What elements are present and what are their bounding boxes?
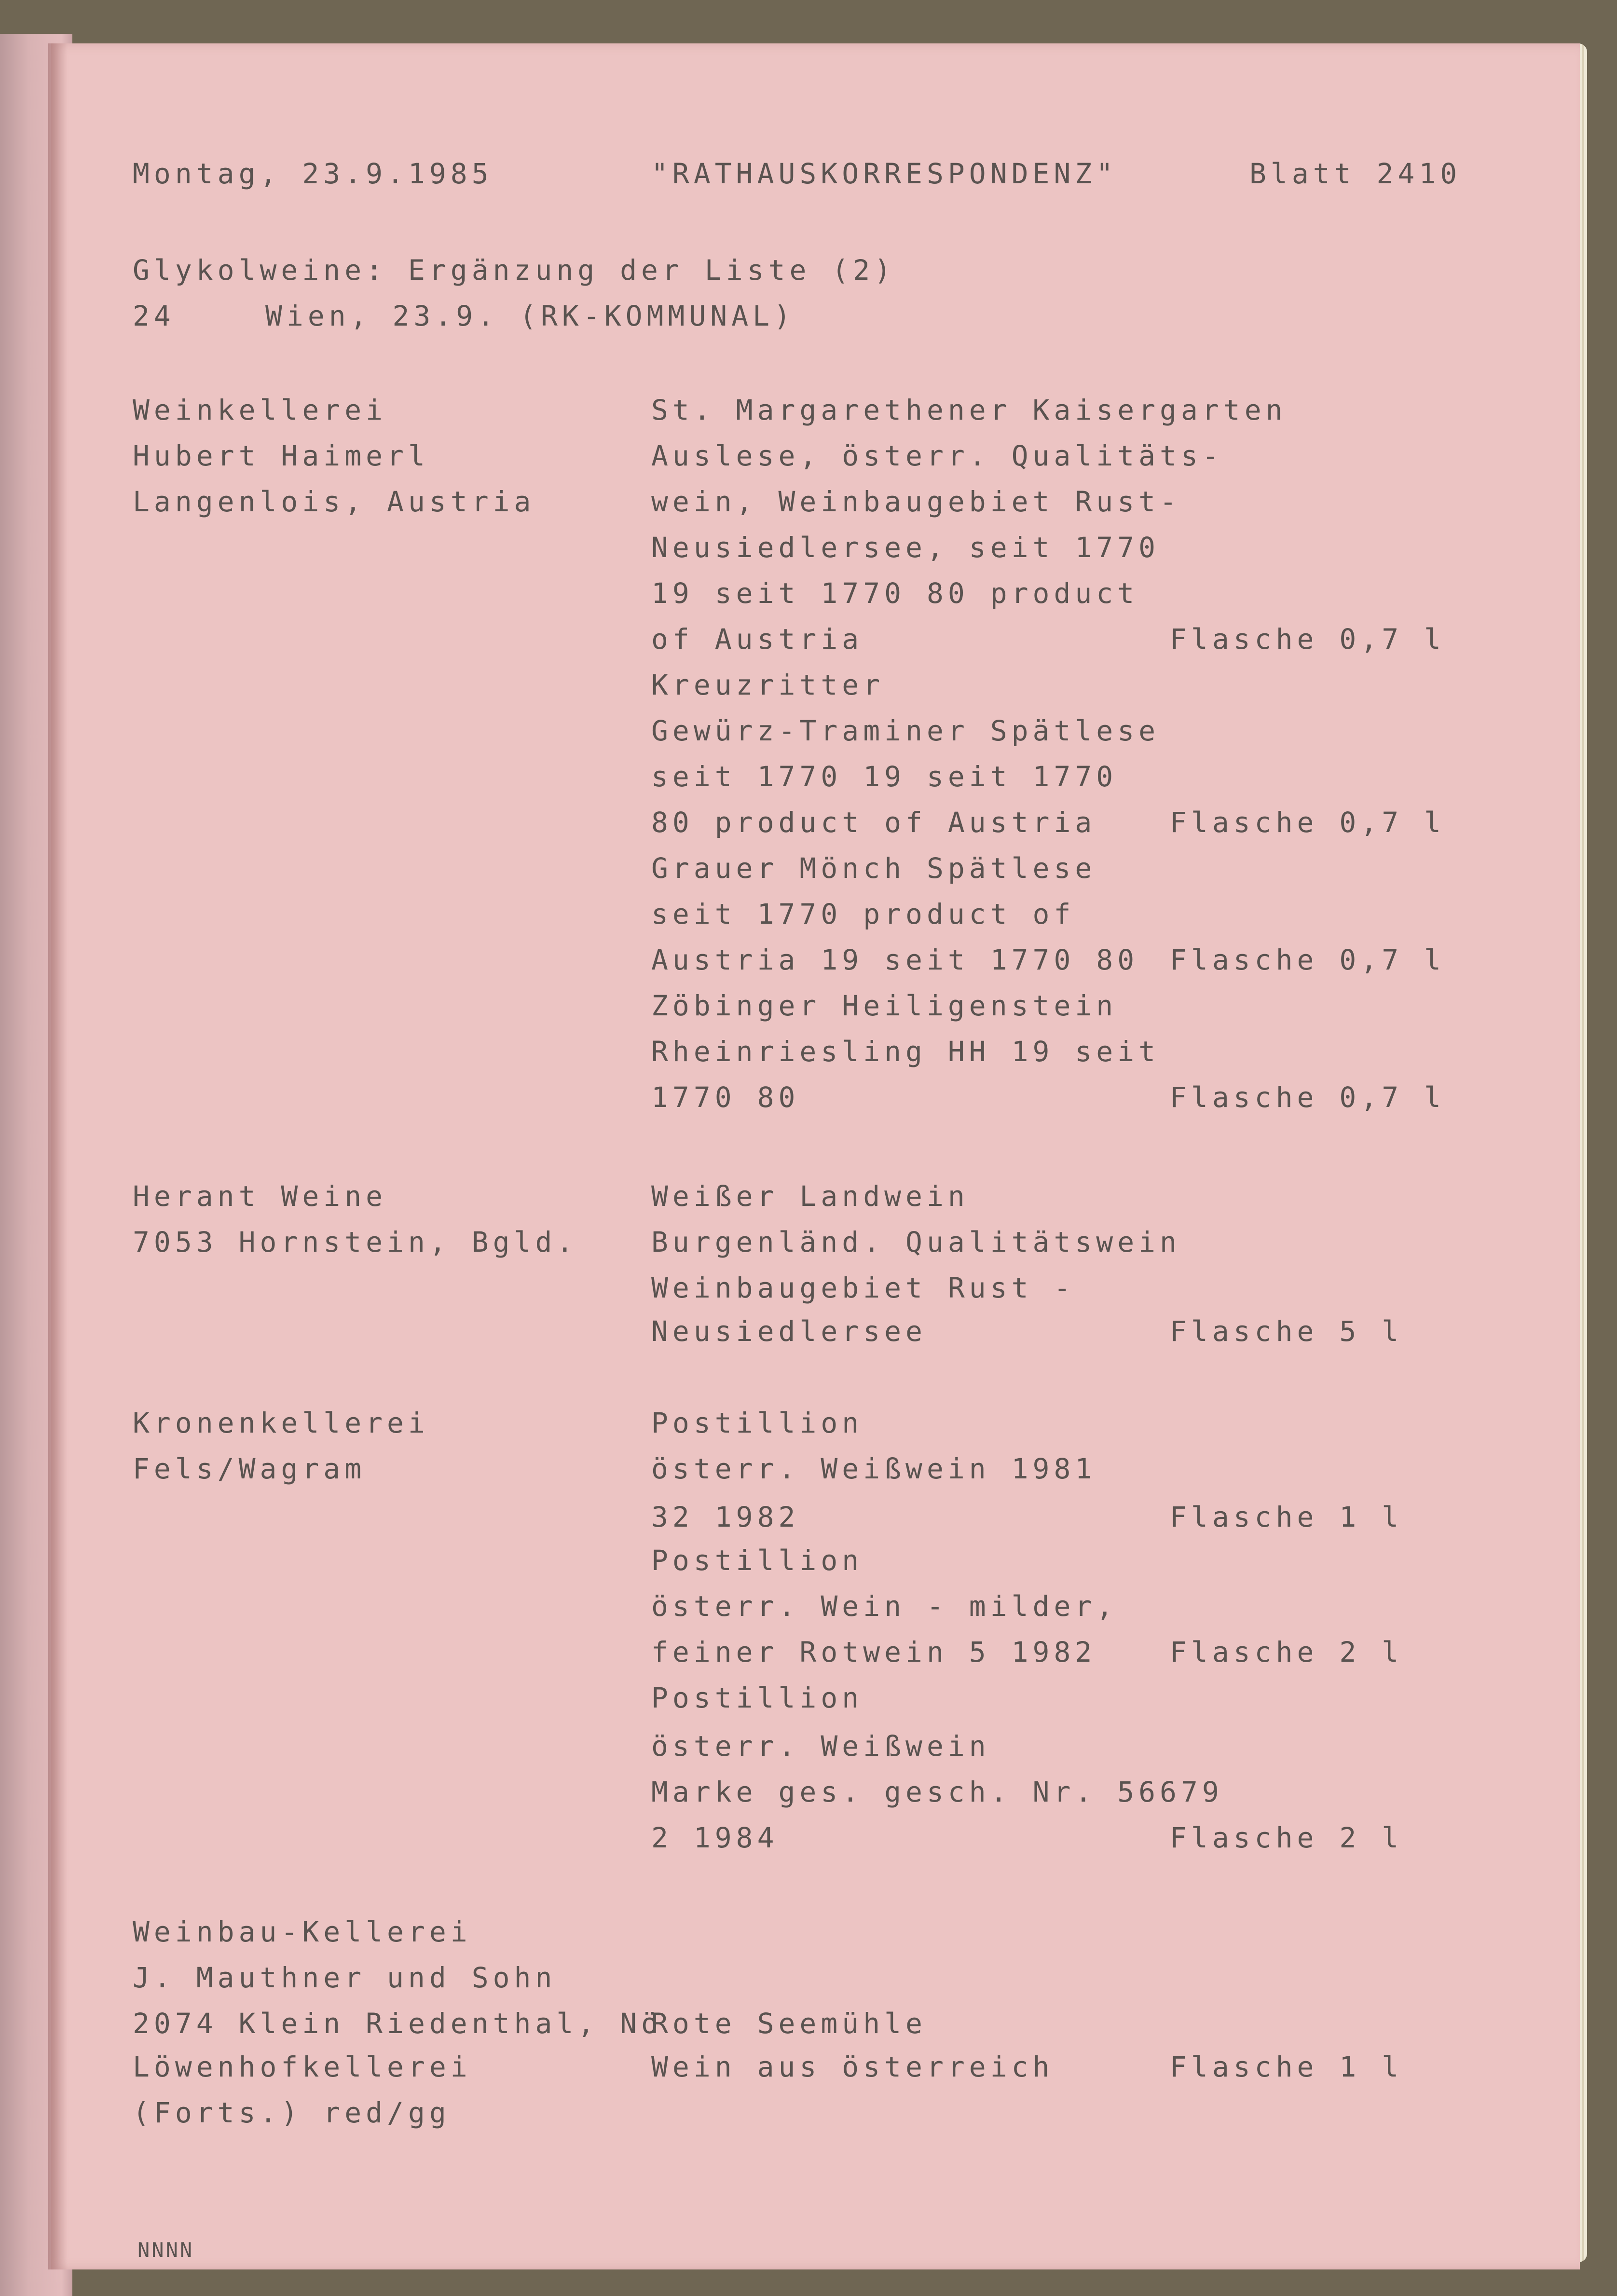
- producer-line: J. Mauthner und Sohn: [133, 1961, 557, 1994]
- wine-line: österr. Weißwein 1981: [651, 1452, 1096, 1485]
- wine-line: Wein aus österreich: [651, 2050, 1054, 2083]
- producer-line: Weinbau-Kellerei: [133, 1915, 472, 1948]
- article-title: Glykolweine: Ergänzung der Liste (2): [133, 254, 896, 287]
- wine-line: wein, Weinbaugebiet Rust-: [651, 485, 1181, 518]
- producer-line: Löwenhofkellerei: [133, 2050, 472, 2083]
- producer-line: 2074 Klein Riedenthal, Nö: [133, 2007, 662, 2040]
- wine-line: Marke ges. gesch. Nr. 56679: [651, 1776, 1223, 1808]
- wine-line: Kreuzritter: [651, 669, 885, 701]
- wine-line: feiner Rotwein 5 1982: [651, 1636, 1096, 1668]
- bottle-size: Flasche 0,7 l: [1170, 806, 1445, 839]
- wine-line: Neusiedlersee, seit 1770: [651, 531, 1160, 564]
- wine-line: 2 1984: [651, 1821, 779, 1854]
- wine-line: österr. Weißwein: [651, 1730, 990, 1763]
- wine-line: St. Margarethener Kaisergarten: [651, 394, 1287, 426]
- producer-line: Kronenkellerei: [133, 1407, 429, 1439]
- article-dateline: Wien, 23.9. (RK-KOMMUNAL): [265, 300, 795, 332]
- producer-line: Hubert Haimerl: [133, 439, 429, 472]
- bottle-size: Flasche 2 l: [1170, 1821, 1403, 1854]
- article-number: 24: [133, 300, 175, 332]
- wine-line: Burgenländ. Qualitätswein: [651, 1226, 1181, 1258]
- continuation-note: (Forts.) red/gg: [133, 2096, 451, 2129]
- wine-line: seit 1770 19 seit 1770: [651, 760, 1118, 793]
- wine-line: 19 seit 1770 80 product: [651, 577, 1139, 610]
- bottle-size: Flasche 0,7 l: [1170, 943, 1445, 976]
- header-date: Montag, 23.9.1985: [133, 157, 493, 190]
- header-publication: "RATHAUSKORRESPONDENZ": [651, 157, 1118, 190]
- wine-line: 32 1982: [651, 1501, 800, 1533]
- producer-line: Fels/Wagram: [133, 1452, 366, 1485]
- bottle-size: Flasche 5 l: [1170, 1315, 1403, 1348]
- wine-line: Zöbinger Heiligenstein: [651, 989, 1118, 1022]
- end-mark: NNNN: [137, 2238, 194, 2262]
- producer-line: Weinkellerei: [133, 394, 387, 426]
- wine-line: Weinbaugebiet Rust -: [651, 1271, 1075, 1304]
- wine-line: Austria 19 seit 1770 80: [651, 943, 1139, 976]
- wine-line: Gewürz-Traminer Spätlese: [651, 714, 1160, 747]
- wine-line: Auslese, österr. Qualitäts-: [651, 439, 1223, 472]
- wine-line: of Austria: [651, 623, 863, 656]
- bottle-size: Flasche 0,7 l: [1170, 623, 1445, 656]
- wine-line: Neusiedlersee: [651, 1315, 927, 1348]
- bottle-size: Flasche 1 l: [1170, 2050, 1403, 2083]
- wine-line: seit 1770 product of: [651, 898, 1075, 930]
- wine-line: Grauer Mönch Spätlese: [651, 852, 1096, 885]
- wine-line: 1770 80: [651, 1081, 800, 1114]
- header-sheet-number: Blatt 2410: [1249, 157, 1462, 190]
- binding-shadow: [48, 43, 68, 2269]
- wine-line: 80 product of Austria: [651, 806, 1096, 839]
- wine-line: Postillion: [651, 1407, 863, 1439]
- producer-line: Herant Weine: [133, 1180, 387, 1213]
- producer-line: 7053 Hornstein, Bgld.: [133, 1226, 578, 1258]
- wine-line: Weißer Landwein: [651, 1180, 969, 1213]
- wine-line: Postillion: [651, 1681, 863, 1714]
- bottle-size: Flasche 1 l: [1170, 1501, 1403, 1533]
- bottle-size: Flasche 0,7 l: [1170, 1081, 1445, 1114]
- wine-line: Rote Seemühle: [651, 2007, 927, 2040]
- producer-line: Langenlois, Austria: [133, 485, 535, 518]
- wine-line: Rheinriesling HH 19 seit: [651, 1035, 1160, 1068]
- wine-line: Postillion: [651, 1544, 863, 1577]
- wine-line: österr. Wein - milder,: [651, 1590, 1118, 1623]
- bottle-size: Flasche 2 l: [1170, 1636, 1403, 1668]
